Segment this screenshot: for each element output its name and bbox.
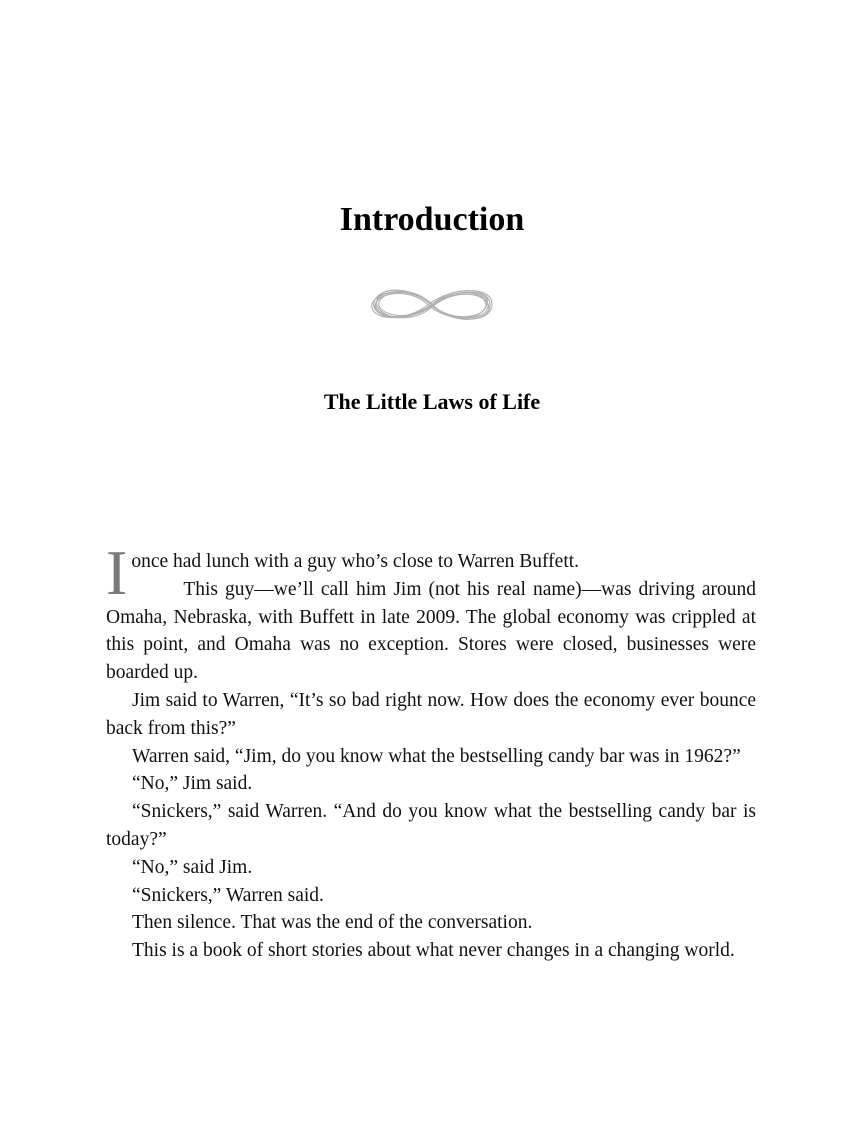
paragraph: once had lunch with a guy who’s close to Warren Buffett. [131,551,580,572]
chapter-title: Introduction [339,201,525,238]
paragraph: Jim said to Warren, “It’s so bad right now. How does the economy ever bounce back from this?” [106,689,756,739]
drop-cap: I [106,537,128,608]
paragraph: “Snickers,” Warren said. [132,884,324,906]
paragraph: “No,” Jim said. [132,773,253,795]
infinity-scribble-icon [366,280,496,330]
paragraph: This is a book of short stories about what never changes in a changing world. [132,940,735,962]
paragraph: “No,” said Jim. [132,856,253,878]
paragraph: “Snickers,” said Warren. “And do you know what the bestselling candy bar is today?” [106,801,756,850]
paragraph: Then silence. That was the end of the conversation. [132,912,533,934]
paragraph: This guy—we’ll call him Jim (not his real name)—was driving around Omaha, Nebraska, with Buffett in late 2009. The global economy was crippled at this point, and Omaha was no exception. Stores were closed, businesses were boarded up. [106,578,756,684]
body-text [106,537,756,965]
paragraph: Warren said, “Jim, do you know what the bestselling candy bar was in 1962?” [132,745,741,767]
chapter-subtitle: The Little Laws of Life [323,389,541,414]
